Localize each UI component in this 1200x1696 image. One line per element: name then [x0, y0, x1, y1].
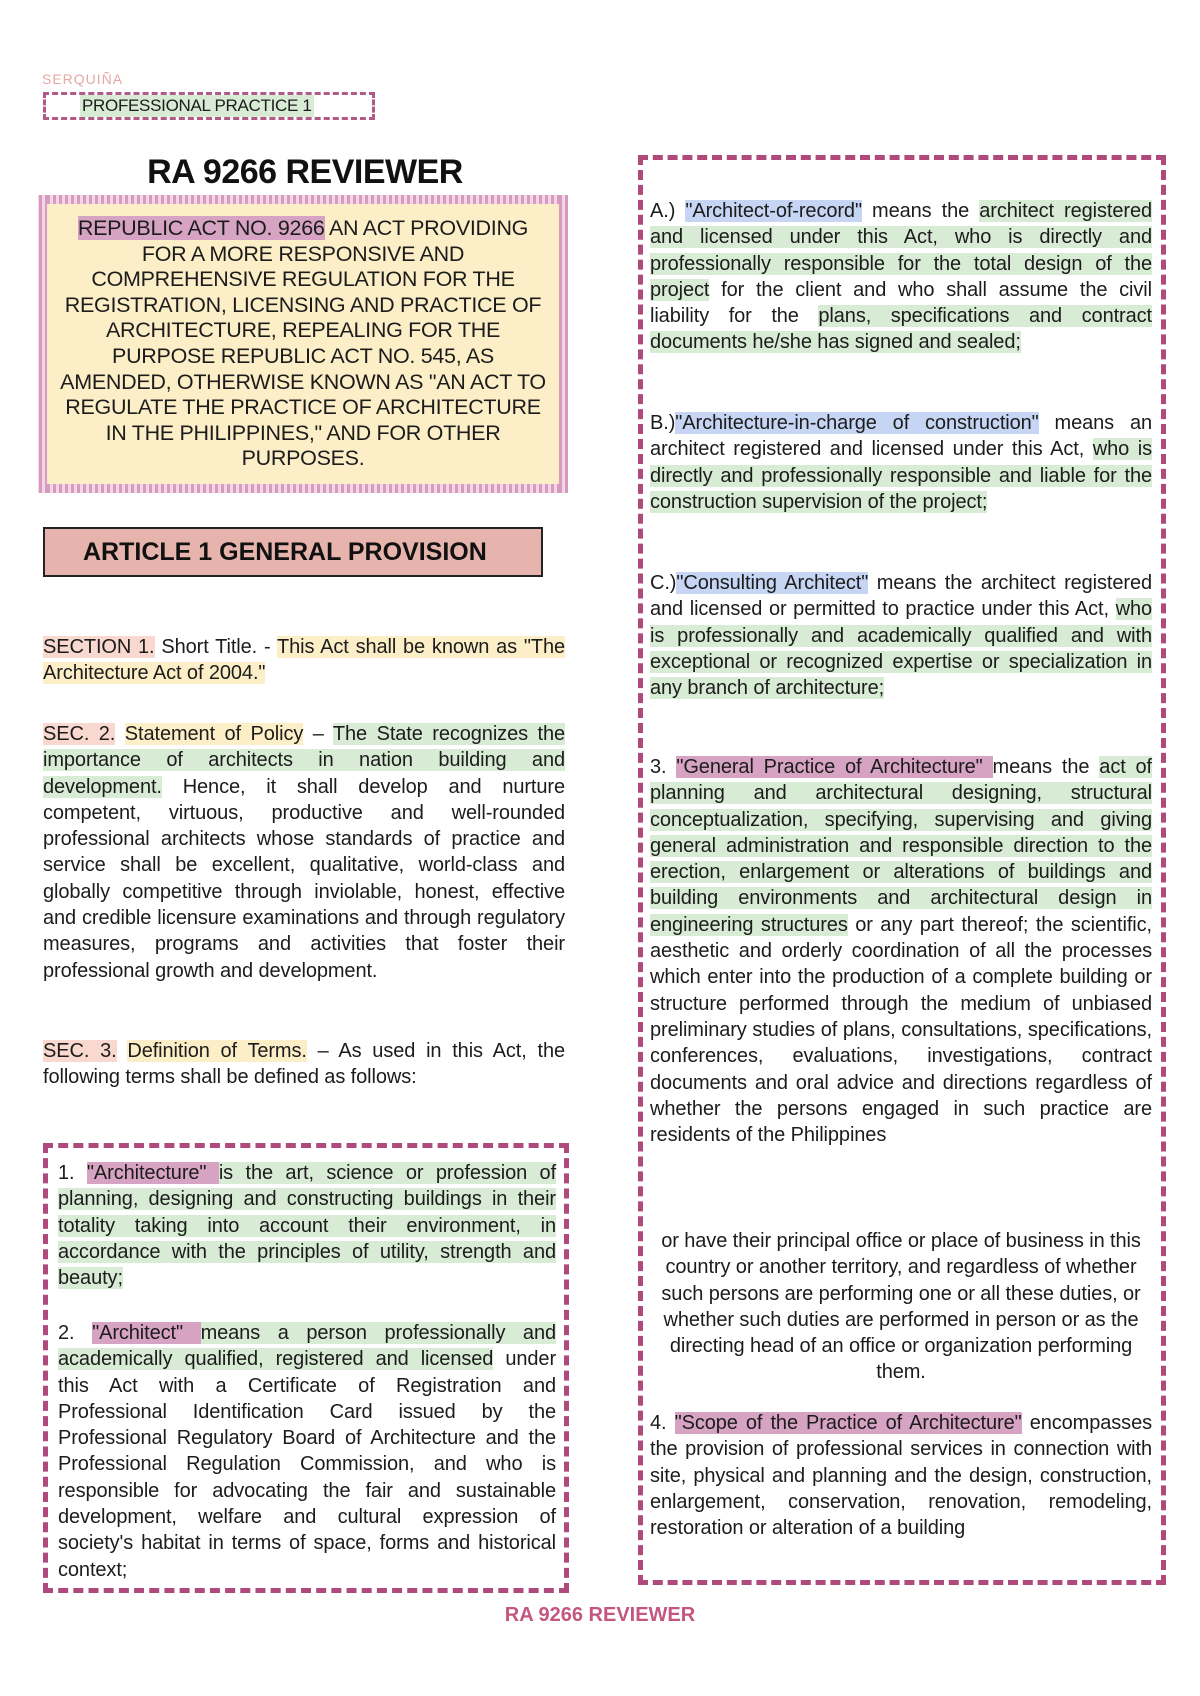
section-2-name: Statement of Policy	[124, 723, 304, 745]
definition-number: 2.	[58, 1322, 93, 1344]
definition-highlight: who is directly and professionally responsible and liable for the construction supervision of the project;	[650, 438, 1152, 513]
definition-mid2: for the client and who shall assume the civil liability for the	[650, 278, 1152, 328]
definition-number: C.)	[650, 572, 677, 594]
subject-label: PROFESSIONAL PRACTICE 1	[82, 96, 312, 115]
section-3-name: Definition of Terms.	[127, 1040, 307, 1062]
section-3	[43, 1038, 565, 1091]
article-heading: ARTICLE 1 GENERAL PROVISION	[43, 527, 543, 577]
definition-highlight-2: plans, specifications and contract documents he/she has signed and sealed;	[650, 305, 1152, 354]
definition-number: 1.	[58, 1162, 87, 1184]
section-2-label: SEC. 2.	[43, 723, 116, 745]
definition-architecture	[58, 1160, 556, 1291]
definition-continuation: or have their principal office or place of business in this country or another territory, and regardless of whether such persons are performing one or all these duties, or whether such duties are performed in person or as the directing head of an office or organization performing them.	[661, 1230, 1141, 1384]
act-title-text	[47, 204, 559, 484]
definition-mid: means the	[861, 200, 980, 222]
author-name: SERQUIÑA	[42, 71, 124, 87]
act-title-box	[38, 195, 568, 493]
definition-mid: means the architect registered and licensed or permitted to practice under this Act,	[650, 572, 1152, 621]
definition-highlight: act of planning and architectural designing, structural conceptualization, specifying, supervising and giving general administration and responsible direction to the erection, enlargement or alterations of buildings and building environments and architectural design in engineering structures	[650, 756, 1153, 936]
definition-highlight: architect registered and licensed under this Act, who is directly and professionally responsible for the total design of the project	[650, 200, 1152, 301]
definition-rest: encompasses the provision of professional services in connection with site, physical and planning and the design, construction, enlargement, conservation, renovation, remodeling, restoration or alteration of a building	[650, 1412, 1152, 1540]
act-full-title: AN ACT PROVIDING FOR A MORE RESPONSIVE AND COMPREHENSIVE REGULATION FOR THE REGISTRATION, LICENSING AND PRACTICE OF ARCHITECTURE, REPEALING FOR THE PURPOSE REPUBLIC ACT NO. 545, AS AMENDED, OTHERWISE KNOWN AS "AN ACT TO REGULATE THE PRACTICE OF ARCHITECTURE IN THE PHILIPPINES," AND FOR OTHER PURPOSES.	[60, 216, 546, 471]
section-2	[43, 721, 565, 984]
definition-rest: or any part thereof; the scientific, aesthetic and orderly coordination of all the processes which enter into the production of a complete building or structure performed through the medium of unbiased preliminary studies of plans, consultations, specifications, conferences, evaluations, investigations, contract documents and oral advice and directions regardless of whether the persons engaged in such practice are residents of the Philippines	[650, 913, 1152, 1147]
definition-architect	[58, 1320, 556, 1583]
definition-highlight: is the art, science or profession of planning, designing and constructing buildings in their totality taking into account their environment, in accordance with the principles of utility, strength and beauty;	[58, 1162, 557, 1290]
definition-general-practice	[650, 754, 1152, 1148]
definition-architect-of-record	[650, 198, 1152, 356]
page-title: RA 9266 REVIEWER	[147, 153, 463, 191]
ra-label: REPUBLIC ACT NO. 9266	[77, 216, 325, 240]
section-1-name: Short Title. -	[154, 636, 278, 658]
section-1-text: This Act shall be known as "The Architecture Act of 2004."	[43, 636, 565, 685]
definition-mid: means an architect registered and licensed under this Act,	[650, 412, 1152, 461]
definition-number: B.)	[650, 412, 676, 434]
subject-box	[43, 92, 375, 120]
definition-term: "Consulting Architect"	[676, 572, 869, 594]
definition-term: "Scope of the Practice of Architecture"	[674, 1412, 1022, 1434]
definitions-box-right	[638, 155, 1166, 1585]
definition-number: A.)	[650, 200, 686, 222]
definitions-box-left	[43, 1143, 569, 1593]
definition-term: "Architecture-in-charge of construction"	[675, 412, 1039, 434]
section-2-text: Hence, it shall develop and nurture competent, virtuous, productive and well-rounded professional architects whose standards of practice and service shall be excellent, qualitative, world-class and globally competitive through inviolable, honest, effective and credible licensure examinations and through regulatory measures, programs and activities that foster their professional growth and development.	[43, 775, 565, 982]
definition-term: "Architecture"	[86, 1162, 219, 1184]
definition-rest: under this Act with a Certificate of Registration and Professional Identification Card issued by the Professional Regulatory Board of Architecture and the Professional Regulation Commission, and who is responsible for advocating the fair and sustainable development, welfare and cultural expression of society's habitat in terms of space, forms and historical context;	[58, 1348, 557, 1581]
definition-term: "Architect"	[92, 1322, 201, 1344]
definition-architect-in-charge	[650, 410, 1152, 515]
section-2-dash: –	[303, 723, 333, 745]
section-1-label: SECTION 1.	[43, 636, 155, 658]
section-3-text: – As used in this Act, the following terms shall be defined as follows:	[43, 1040, 565, 1089]
section-2-highlight: The State recognizes the importance of architects in nation building and development.	[43, 723, 565, 798]
definition-highlight: who is professionally and academically qualified and with exceptional or recognized expertise or specialization in any branch of architecture;	[650, 598, 1152, 700]
definition-scope-of-practice	[650, 1410, 1152, 1541]
definition-term: "General Practice of Architecture"	[676, 756, 993, 778]
definition-term: "Architect-of-record"	[685, 200, 862, 222]
definition-number: 4.	[650, 1412, 675, 1434]
page-footer: RA 9266 REVIEWER	[504, 1604, 696, 1626]
definition-consulting-architect	[650, 570, 1152, 701]
definition-mid: means the	[992, 756, 1100, 778]
definition-number: 3.	[650, 756, 677, 778]
section-3-label: SEC. 3.	[43, 1040, 117, 1062]
definition-highlight: means a person professionally and academically qualified, registered and licensed	[58, 1322, 557, 1371]
section-1	[43, 634, 565, 687]
